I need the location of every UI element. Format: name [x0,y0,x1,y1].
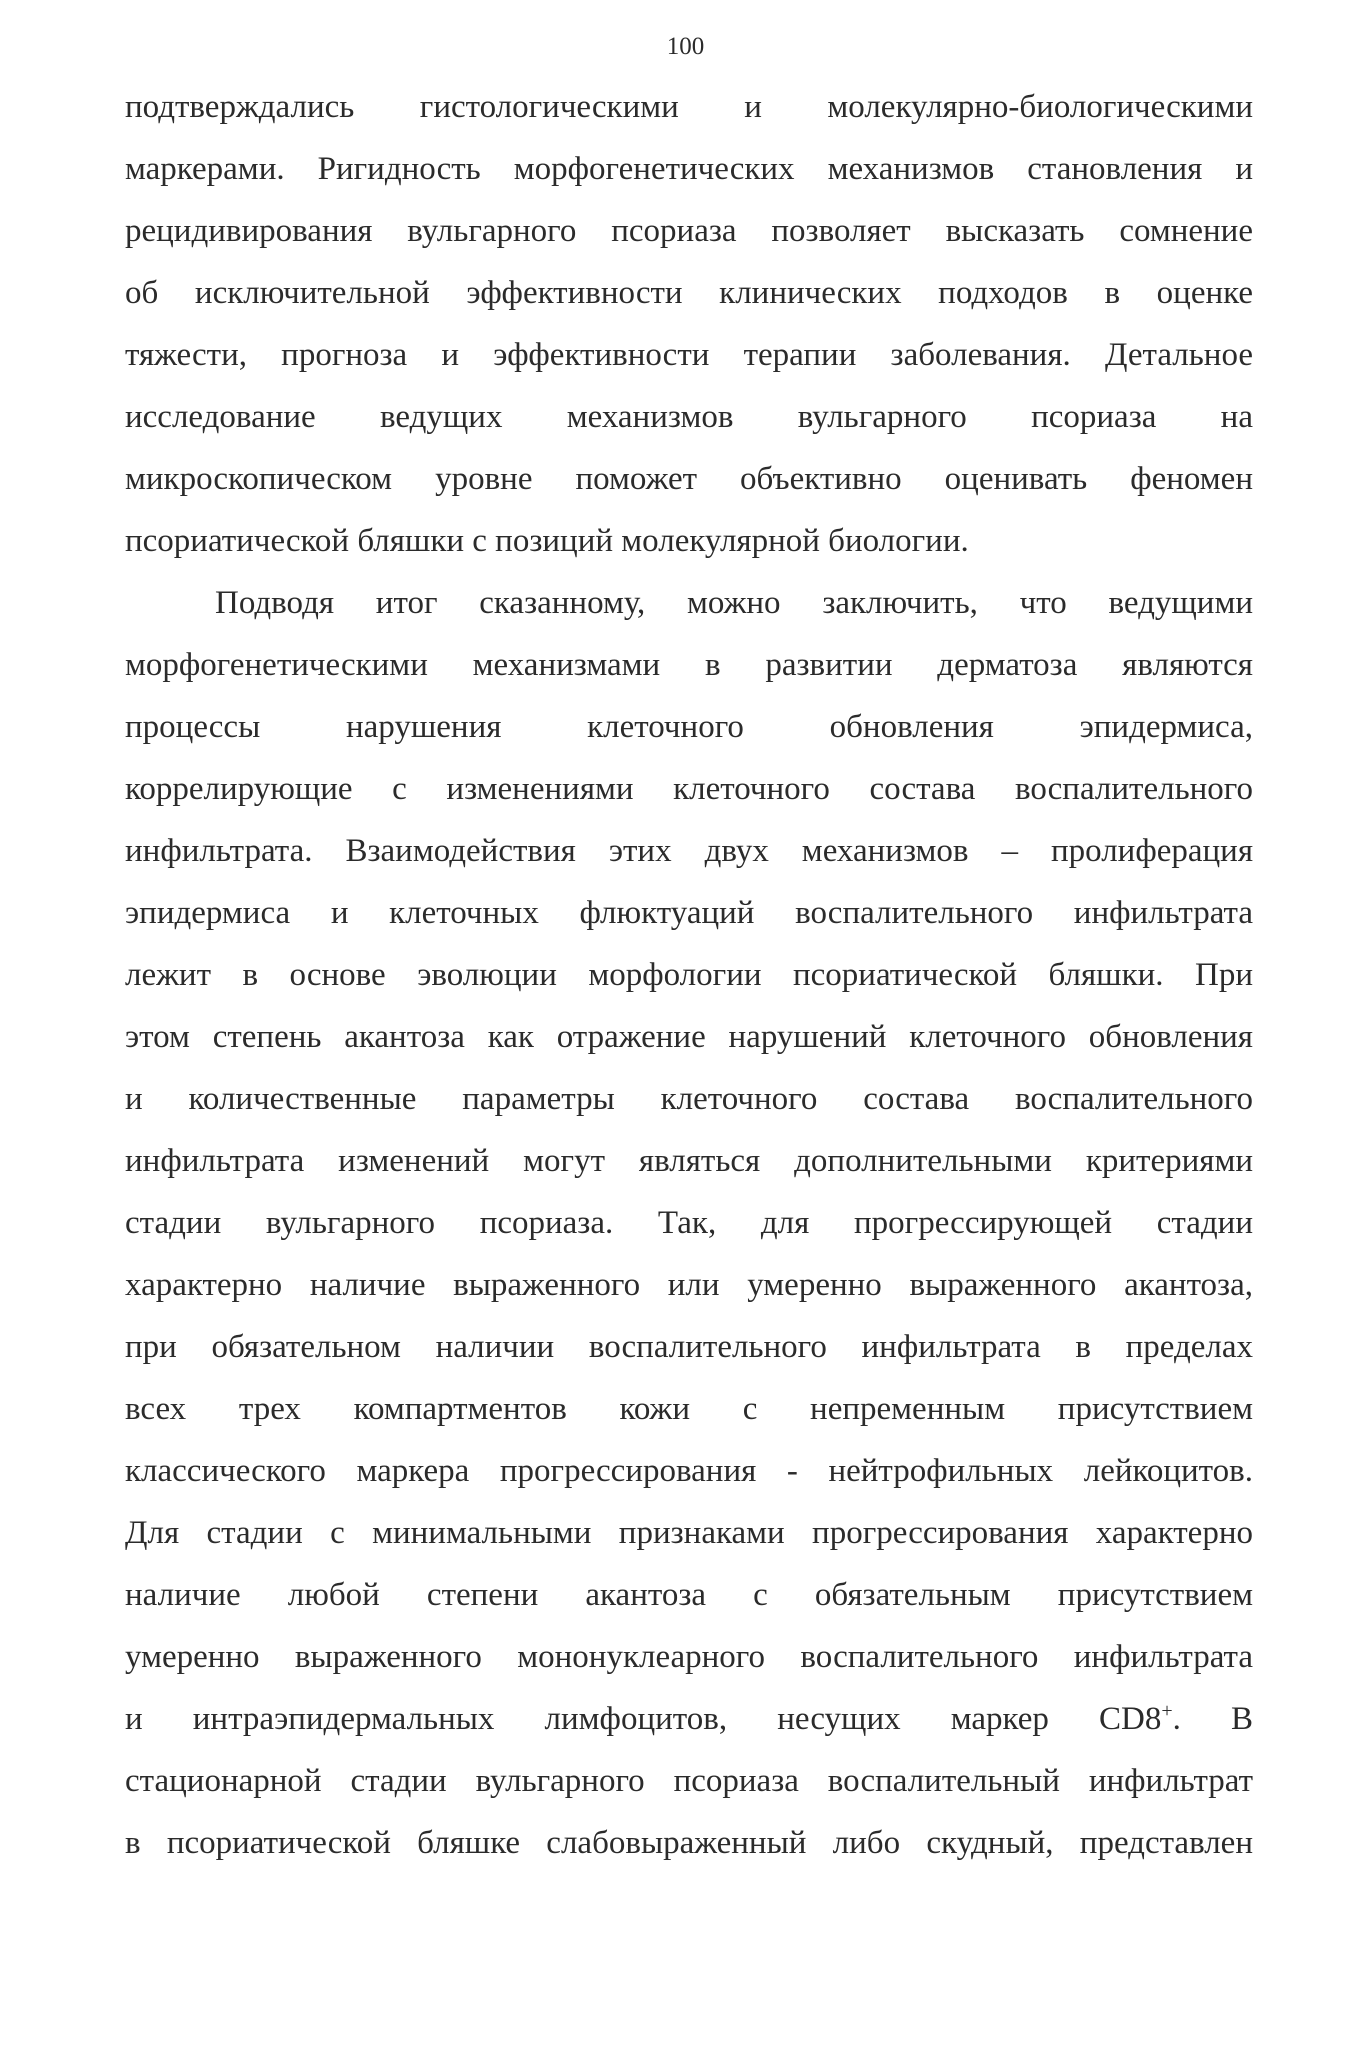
text-line: микроскопическом уровне поможет объективно оценивать феномен [125,461,1253,497]
text-line: маркерами. Ригидность морфогенетических механизмов становления и [125,151,1253,187]
text-line: рецидивирования вульгарного псориаза позволяет высказать сомнение [125,213,1253,249]
text-line: инфильтрата изменений могут являться дополнительными критериями [125,1143,1253,1179]
text-line: всех трех компартментов кожи с непременным присутствием [125,1391,1253,1427]
text-line: наличие любой степени акантоза с обязательным присутствием [125,1577,1253,1613]
text-line-cd8 [125,1688,1253,1750]
text-line: стационарной стадии вульгарного псориаза воспалительный инфильтрат [125,1763,1253,1799]
text-line: лежит в основе эволюции морфологии псориатической бляшки. При [125,957,1253,993]
text-line: в псориатической бляшке слабовыраженный либо скудный, представлен [125,1825,1253,1861]
text-line: и количественные параметры клеточного состава воспалительного [125,1081,1253,1117]
page-number: 100 [666,33,705,60]
text-line: эпидермиса и клеточных флюктуаций воспалительного инфильтрата [125,895,1253,931]
text-line: характерно наличие выраженного или умеренно выраженного акантоза, [125,1267,1253,1303]
cd8-line-text: и интраэпидермальных лимфоцитов, несущих маркер CD8 [125,1701,1162,1737]
text-line: умеренно выраженного мононуклеарного воспалительного инфильтрата [125,1639,1253,1675]
text-line: инфильтрата. Взаимодействия этих двух механизмов – пролиферация [125,833,1253,869]
cd8-line-tail: . В [1172,1701,1254,1737]
paragraph-2 [125,572,1253,1874]
paragraph-1 [125,76,1253,572]
text-line: классического маркера прогрессирования - нейтрофильных лейкоцитов. [125,1453,1253,1489]
text-line: исследование ведущих механизмов вульгарного псориаза на [125,399,1253,435]
text-line: коррелирующие с изменениями клеточного состава воспалительного [125,771,1253,807]
text-line: псориатической бляшки с позиций молекулярной биологии. [125,523,969,559]
text-line: при обязательном наличии воспалительного инфильтрата в пределах [125,1329,1253,1365]
text-line: процессы нарушения клеточного обновления эпидермиса, [125,709,1253,745]
text-line: этом степень акантоза как отражение нарушений клеточного обновления [125,1019,1253,1055]
text-line: морфогенетическими механизмами в развитии дерматоза являются [125,647,1253,683]
text-line: стадии вульгарного псориаза. Так, для прогрессирующей стадии [125,1205,1253,1241]
text-line: об исключительной эффективности клинических подходов в оценке [125,275,1253,311]
text-line: тяжести, прогноза и эффективности терапии заболевания. Детальное [125,337,1253,373]
text-line: Для стадии с минимальными признаками прогрессирования характерно [125,1515,1253,1551]
text-line: Подводя итог сказанному, можно заключить, что ведущими [215,585,1253,621]
text-line: подтверждались гистологическими и молекулярно-биологическими [125,89,1253,125]
cd8-superscript: + [1161,1700,1173,1722]
